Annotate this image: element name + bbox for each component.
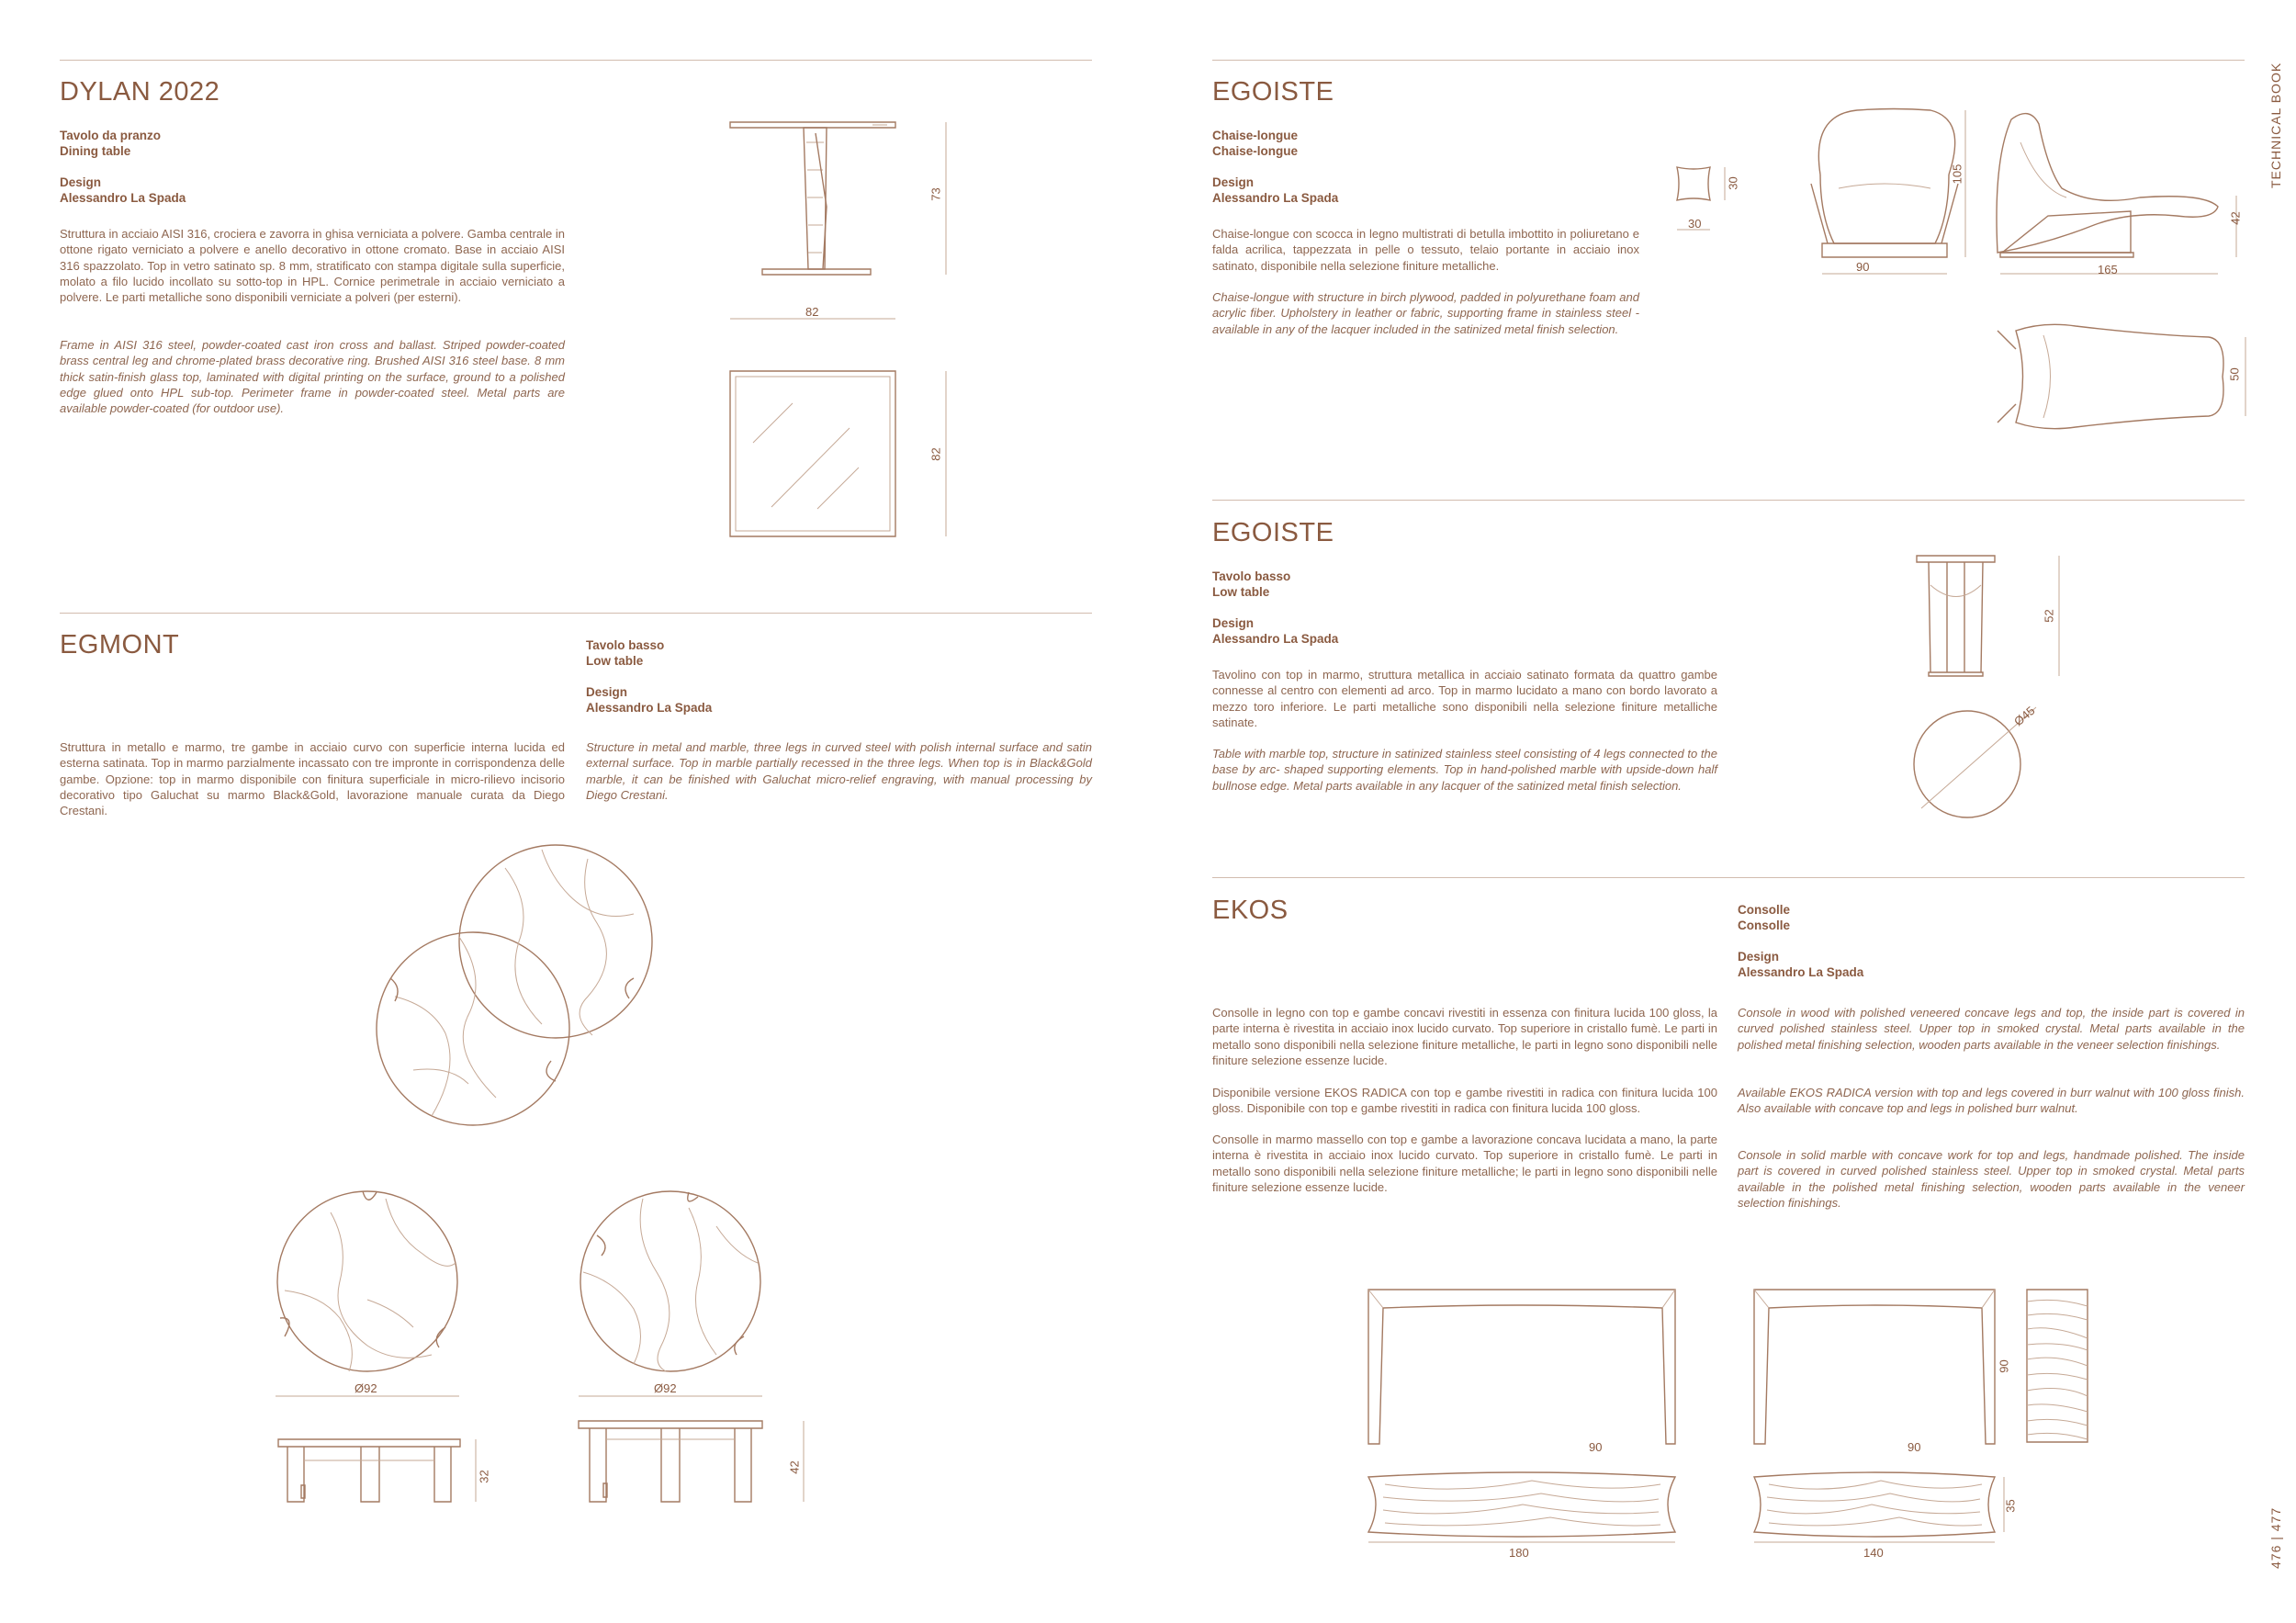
egoiste-dim-width: 90 [1856, 260, 1870, 274]
ekos-dim-h-a: 90 [1589, 1440, 1603, 1454]
egoiste-table-title: EGOISTE [1212, 518, 1334, 547]
egoiste-top-drawing [1988, 317, 2255, 441]
egoiste-table-design-label: Design [1212, 616, 1255, 630]
egoiste-chaise-title: EGOISTE [1212, 77, 1334, 107]
egoiste-table-designer: Alessandro La Spada [1212, 632, 1339, 646]
dylan-dim-width: 82 [805, 305, 819, 319]
egoiste-table-type-it: Tavolo basso [1212, 569, 1291, 583]
dylan-text-en: Frame in AISI 316 steel, powder-coated cast iron cross and ballast. Striped powder-coated brass central leg and chrome-plated brass decorative ring. Brushed AISI 316 steel base. 8 mm thick satin-finish glass top, laminated with digital printing on the surface, ground to a polished edge glued onto HPL sub-top. Perimeter frame in powder-coated steel. Metal parts are available powder-coated (for outdoor use). [60, 338, 565, 416]
egmont-subtitle [586, 637, 712, 716]
rule-top-left [60, 60, 1092, 61]
dylan-design-label: Design [60, 175, 102, 189]
rule-low-right [1212, 877, 2245, 878]
dylan-designer: Alessandro La Spada [60, 191, 186, 205]
egoiste-table-type-en: Low table [1212, 585, 1270, 599]
egoiste-table-top-drawing [1912, 707, 2050, 827]
egmont-dim-diam-b: Ø92 [654, 1381, 677, 1395]
sidebar-label: TECHNICAL BOOK [2268, 62, 2283, 188]
egoiste-pillow-drawing [1673, 163, 1742, 232]
dylan-text-it: Struttura in acciaio AISI 316, crociera e zavorra in ghisa verniciata a polvere. Gamba centrale in ottone rigato verniciato a polvere e anello decorativo in ottone cromato. Base in acciaio AISI 316 spazzolato. Top in vetro satinato sp. 8 mm, stratificato con stampa digitale sulla superficie, molato a filo lucido incollato su sotto-top in HPL. Cornice perimetrale in acciaio verniciato a polvere. Le parti metalliche sono disponibili verniciate a polveri (per esterni). [60, 227, 565, 305]
rule-mid-left [60, 613, 1092, 614]
ekos-dim-len-b: 140 [1863, 1546, 1884, 1560]
egmont-disc-b-drawing [579, 1189, 790, 1401]
ekos-text-it-1: Consolle in legno con top e gambe concavi rivestiti in essenza con finitura lucida 100 gloss, la parte interna è rivestita in acciaio inox lucido curvato. Top superiore in cristallo fumè. Le parti in metallo sono disponibili nella selezione finiture metalliche, le parti in legno sono disponibili nelle finiture selezione essenze lucide. [1212, 1006, 1717, 1067]
egoiste-dim-top-w: 50 [2227, 367, 2242, 381]
egmont-dim-diam-a: Ø92 [355, 1381, 377, 1395]
ekos-dim-h-b: 90 [1908, 1440, 1921, 1454]
egoiste-table-dim-diameter: Ø45 [2011, 703, 2038, 729]
dylan-dim-depth: 82 [929, 447, 943, 461]
ekos-design-label: Design [1738, 950, 1780, 964]
ekos-type-en: Consolle [1738, 919, 1791, 932]
egmont-dim-h-a: 32 [477, 1470, 491, 1483]
egoiste-table-text-it: Tavolino con top in marmo, struttura metallica in acciaio satinato formata da quattro gambe connesse al centro con elementi ad arco. Top in marmo lucidato a mano con bordo lavorato a mezzo toro inferiore. Le parti metalliche sono disponibili nella selezione finiture metalliche satinate. [1212, 668, 1717, 729]
egoiste-chaise-designer: Alessandro La Spada [1212, 191, 1339, 205]
dylan-type-it: Tavolo da pranzo [60, 129, 162, 142]
ekos-plan-a-drawing [1367, 1471, 1679, 1545]
egoiste-chaise-type-it: Chaise-longue [1212, 129, 1299, 142]
ekos-text-en-2: Available EKOS RADICA version with top and legs covered in burr walnut with 100 gloss finish. Also available with concave top and legs in polished burr walnut. [1738, 1086, 2245, 1116]
dylan-type-en: Dining table [60, 144, 131, 158]
ekos-text-en-3: Console in solid marble with concave work for top and legs, handmade polished. The inside part is covered in curved polished stainless steel. Upper top in smoked crystal. Metal parts available in the polished metal finishing selection, wooden parts available in the veneer selection finishings. [1738, 1148, 2245, 1210]
egmont-dim-h-b: 42 [787, 1460, 802, 1474]
egmont-design-label: Design [586, 685, 628, 699]
egoiste-table-dim-height: 52 [2042, 609, 2056, 623]
egoiste-dim-height: 105 [1950, 163, 1964, 185]
ekos-designer: Alessandro La Spada [1738, 965, 1864, 979]
egoiste-dim-length: 165 [2098, 263, 2118, 276]
ekos-title: EKOS [1212, 896, 1289, 925]
egoiste-dim-pillow-h: 30 [1726, 176, 1740, 190]
dylan-subtitle [60, 128, 186, 206]
egoiste-front-drawing [1802, 106, 1976, 289]
egoiste-side-drawing [1993, 106, 2250, 289]
ekos-text-en-1: Console in wood with polished veneered concave legs and top, the inside part is covered in curved polished stainless steel. Upper top in smoked crystal. Metal parts available in the polished metal finishing selection, wooden parts available in the veneer selection finishings. [1738, 1006, 2245, 1052]
egoiste-chaise-type-en: Chaise-longue [1212, 144, 1299, 158]
egmont-designer: Alessandro La Spada [586, 701, 713, 715]
ekos-dim-depth: 35 [2003, 1499, 2018, 1513]
egmont-text-it: Struttura in metallo e marmo, tre gambe in acciaio curvo con superficie interna lucida ed esterna satinata. Top in marmo parzialmente incassato con tre impronte in corrispondenza delle gambe. Opzione: top in marmo disponibile con finitura superficiale in micro-rilievo incisorio decorativo tipo Galuchat su marmo Black&Gold, lavorazione manuale curata da Diego Crestani. [60, 740, 565, 818]
ekos-plan-b-drawing [1752, 1471, 2009, 1545]
ekos-type-it: Consolle [1738, 903, 1791, 917]
egoiste-dim-pillow-w: 30 [1688, 217, 1702, 231]
dylan-title: DYLAN 2022 [60, 77, 220, 107]
ekos-subtitle [1738, 902, 1863, 980]
ekos-dim-height: 90 [1997, 1359, 2011, 1373]
egmont-tops-drawing [358, 840, 707, 1134]
rule-mid-right [1212, 500, 2245, 501]
egmont-disc-a-drawing [276, 1189, 487, 1401]
egoiste-chaise-text-it: Chaise-longue con scocca in legno multistrati di betulla imbottito in poliuretano e falda acrilica, tappezzata in pelle o tessuto, telaio portante in acciaio inox satinato, disponibile nella selezione finiture metalliche. [1212, 227, 1639, 273]
rule-top-right [1212, 60, 2245, 61]
ekos-text-it-3: Consolle in marmo massello con top e gambe a lavorazione concava lucidata a mano, la parte interna è rivestita in acciaio inox lucido curvato. Top superiore in cristallo fumè. Le parti in metallo sono disponibili nella selezione finiture metalliche; le parti in legno sono disponibili nelle finiture selezione essenze lucide. [1212, 1133, 1717, 1194]
egmont-type-en: Low table [586, 654, 644, 668]
egmont-type-it: Tavolo basso [586, 638, 665, 652]
egmont-title: EGMONT [60, 630, 180, 659]
egoiste-chaise-text-en: Chaise-longue with structure in birch plywood, padded in polyurethane foam and acrylic fiber. Upholstery in leather or fabric, supporting frame in stainless steel - available in any of the lacquer included in the satinized metal finish selection. [1212, 290, 1639, 336]
egmont-text-en: Structure in metal and marble, three legs in curved steel with polish internal surface and satin external surface. Top in marble partially recessed in the three legs. When top is in Black&Gold marble, it can be finished with Galuchat micro-relief engraving, with manual processing by Diego Crestani. [586, 740, 1092, 802]
dylan-elevation-drawing [726, 115, 955, 326]
egmont-elevation-b-drawing [579, 1419, 817, 1506]
page-numbers: 476 | 477 [2268, 1506, 2283, 1569]
ekos-side-drawing [2025, 1288, 2108, 1448]
egoiste-table-subtitle [1212, 569, 1338, 647]
ekos-front-b-drawing [1752, 1288, 2000, 1448]
egoiste-dim-seat-h: 42 [2228, 211, 2243, 225]
egoiste-chaise-subtitle [1212, 128, 1338, 206]
dylan-dim-height: 73 [929, 187, 943, 201]
ekos-dim-len-a: 180 [1509, 1546, 1529, 1560]
ekos-text-it-2: Disponibile versione EKOS RADICA con top e gambe rivestiti in radica con finitura lucida 100 gloss. Disponibile con top e gambe rivestiti in radica con finitura lucida 100 gloss. [1212, 1086, 1717, 1116]
egoiste-table-text-en: Table with marble top, structure in satinized stainless steel consisting of 4 legs connected to the base by arc- shaped supporting elements. Top in hand-polished marble with upside-down half bullnose edge. Metal parts available in any lacquer of the satinized metal finish selection. [1212, 747, 1717, 793]
dylan-top-drawing [730, 371, 960, 541]
egoiste-chaise-design-label: Design [1212, 175, 1255, 189]
ekos-front-a-drawing [1367, 1288, 1679, 1448]
egmont-elevation-a-drawing [278, 1437, 499, 1506]
